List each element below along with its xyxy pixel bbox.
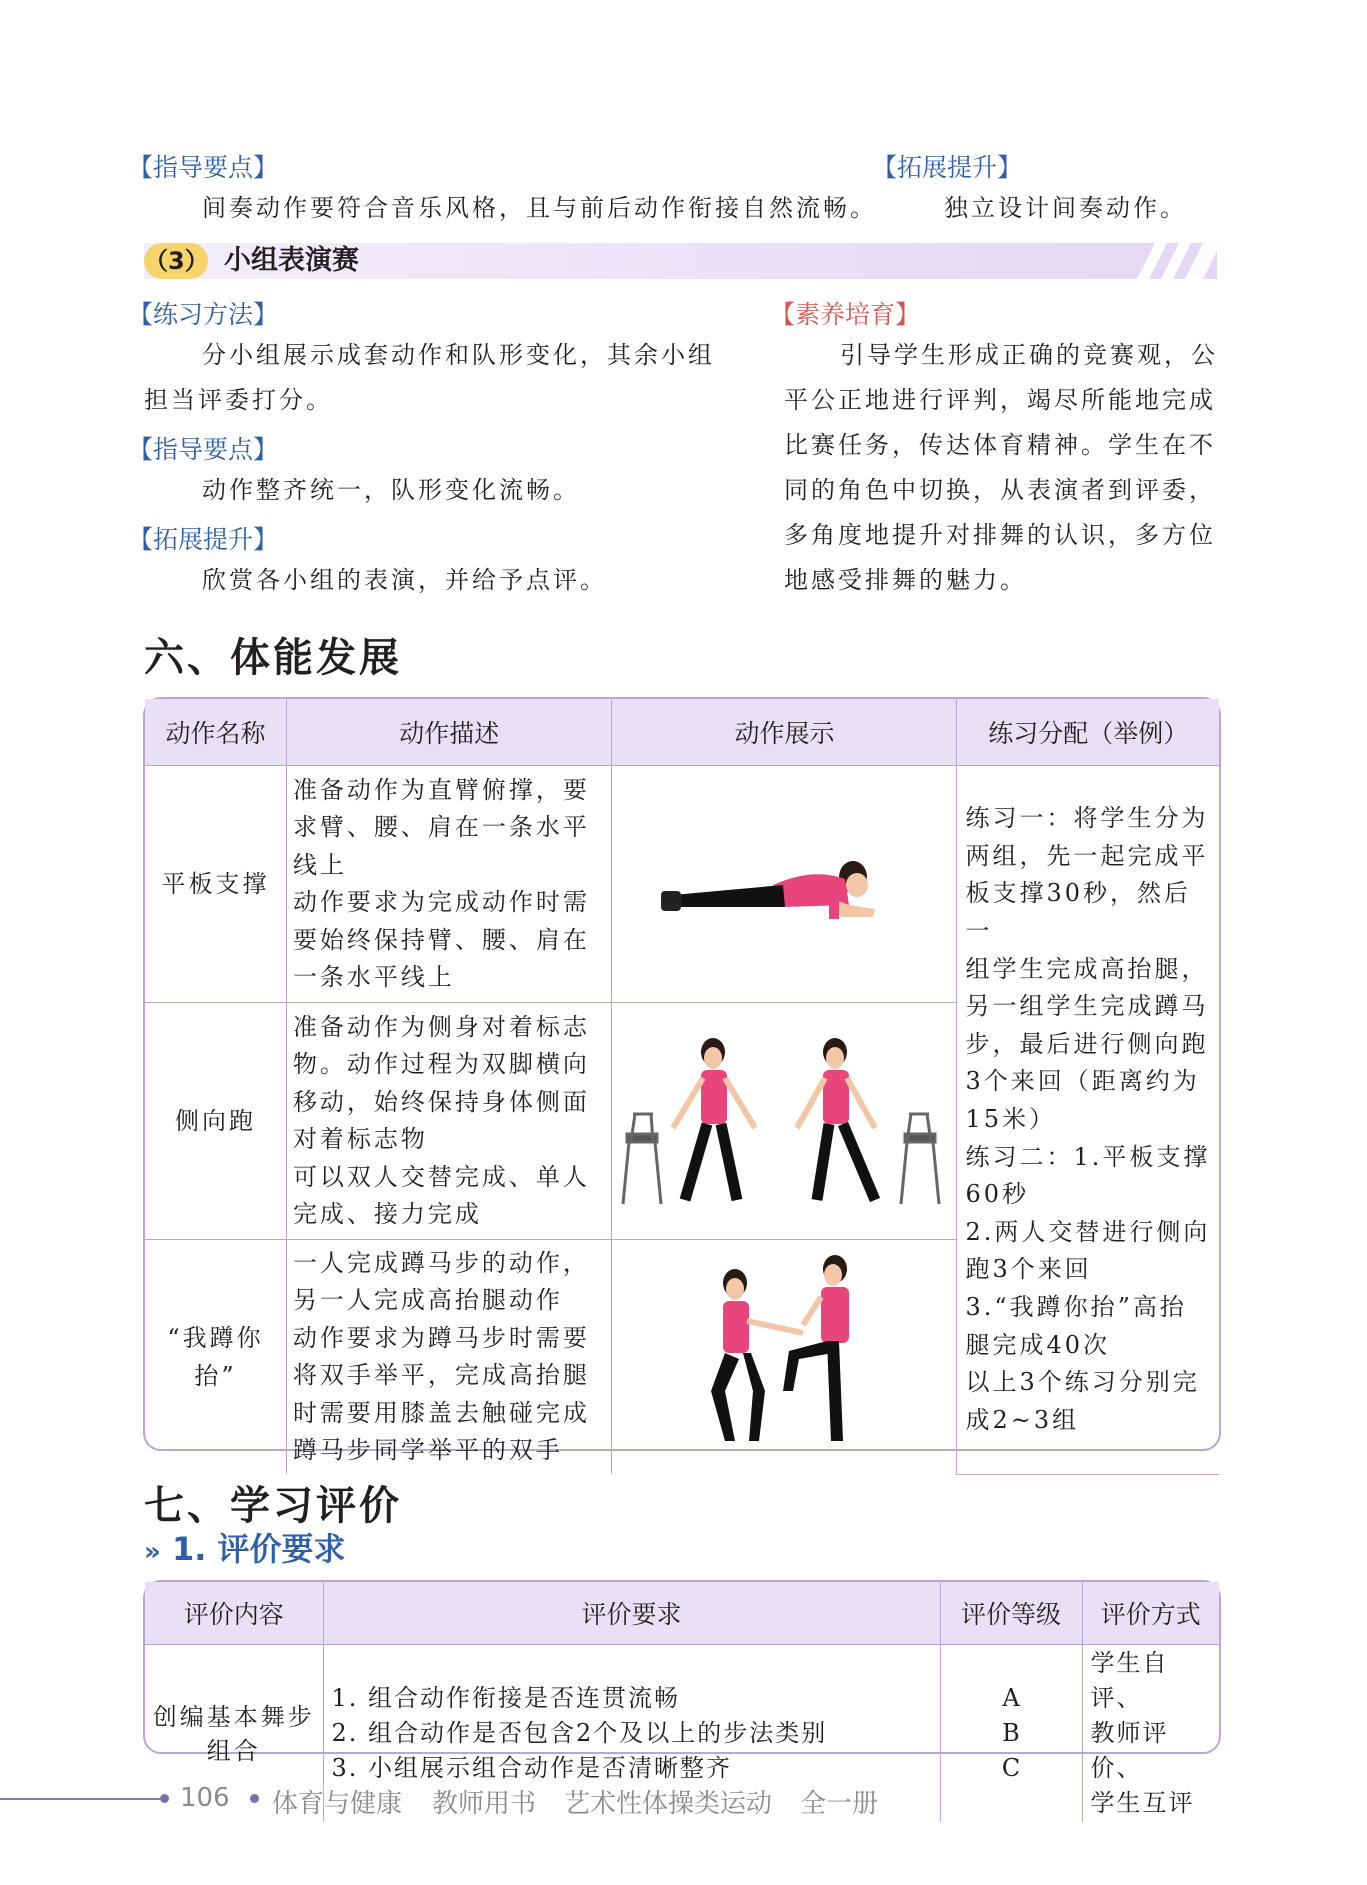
eval-grades: A B C: [940, 1645, 1082, 1823]
subsection-1-label: 1. 评价要求: [171, 1530, 346, 1568]
action-name: 平板支撑: [145, 766, 286, 1003]
literacy-line-4: 同的角色中切换，从表演者到评委，: [784, 476, 1216, 504]
header-plan: 练习分配（举例）: [957, 699, 1219, 766]
header-demo: 动作展示: [612, 699, 957, 766]
page-footer: [0, 1779, 1367, 1819]
extend-label-2: 【拓展提升】: [128, 525, 279, 554]
literacy-label: 【素养培育】: [770, 300, 921, 329]
table-header-row: [145, 1582, 1219, 1645]
extend-text-2: 欣赏各小组的表演，并给予点评。: [202, 566, 607, 594]
subsection-header: [144, 243, 1217, 279]
header-content: 评价内容: [145, 1582, 323, 1645]
section-7-title: 七、学习评价: [144, 1482, 402, 1529]
table-header-row: [145, 699, 1219, 766]
literacy-line-6: 地感受排舞的魅力。: [784, 566, 1027, 594]
footer-topic: 艺术性体操类运动: [564, 1789, 773, 1819]
guide-label-2: 【指导要点】: [128, 435, 279, 464]
side-run-photo: [612, 1003, 957, 1240]
method-label: 【练习方法】: [128, 300, 279, 329]
practice-plan: 练习一：将学生分为 两组，先一起完成平 板支撑30秒，然后一 组学生完成高抬腿， 另一组学生完成蹲马 步，最后进行侧向跑 3个来回（距离约为 15米） 练习二：1.平板支撑 60秒 2.两人交替进行侧向 跑3个来回 3.“我蹲你抬”高抬 腿完成40次 以上3个练习分别完 成2~3组: [957, 766, 1219, 1475]
header-name: 动作名称: [145, 699, 286, 766]
action-name: “我蹲你 抬”: [145, 1240, 286, 1475]
subsection-number: （3）: [144, 243, 208, 279]
literacy-line-1: 引导学生形成正确的竞赛观，公: [840, 341, 1218, 369]
literacy-line-2: 平公正地进行评判，竭尽所能地完成: [784, 386, 1216, 414]
stripes-decoration: [1127, 243, 1217, 279]
eval-content: 创编基本舞步 组合: [145, 1645, 323, 1823]
section-6-title: 六、体能发展: [144, 634, 402, 681]
subsection-1-title: [144, 1524, 346, 1570]
footer-dot: [250, 1794, 259, 1803]
footer-dot: [160, 1794, 169, 1803]
header-grade: 评价等级: [940, 1582, 1082, 1645]
extend-text: 独立设计间奏动作。: [944, 194, 1187, 222]
footer-rule: [0, 1798, 160, 1800]
subsection-title: 小组表演赛: [224, 245, 359, 276]
action-desc: 一人完成蹲马步的动作， 另一人完成高抬腿动作 动作要求为蹲马步时需要 将双手举平，完成高抬腿 时需要用膝盖去触碰完成 蹲马步同学举平的双手: [286, 1240, 612, 1475]
literacy-line-5: 多角度地提升对排舞的认识，多方位: [784, 521, 1216, 549]
guide-text: 间奏动作要符合音乐风格，且与前后动作衔接自然流畅。: [202, 194, 877, 222]
header-desc: 动作描述: [286, 699, 612, 766]
action-name: 侧向跑: [145, 1003, 286, 1240]
chevron-right-icon: »: [144, 1537, 161, 1567]
table-row: [145, 766, 1219, 1003]
fitness-table: [143, 697, 1221, 1464]
footer-book: 教师用书: [432, 1789, 537, 1819]
squat-knee-photo: [612, 1240, 957, 1475]
method-line-1: 分小组展示成套动作和队形变化，其余小组: [202, 341, 715, 369]
header-method: 评价方式: [1082, 1582, 1219, 1645]
action-desc: 准备动作为直臂俯撑，要 求臂、腰、肩在一条水平 线上 动作要求为完成动作时需 要始终保持臂、腰、肩在 一条水平线上: [286, 766, 612, 1003]
plank-photo: [612, 766, 957, 1003]
extend-label: 【拓展提升】: [872, 153, 1023, 182]
guide-text-2: 动作整齐统一，队形变化流畅。: [202, 476, 580, 504]
guide-label: 【指导要点】: [128, 153, 279, 182]
footer-subject: 体育与健康: [272, 1789, 403, 1819]
method-line-2: 担当评委打分。: [144, 386, 333, 414]
eval-requirements: 1. 组合动作衔接是否连贯流畅 2. 组合动作是否包含2个及以上的步法类别 3. 小组展示组合动作是否清晰整齐: [323, 1645, 940, 1823]
action-desc: 准备动作为侧身对着标志 物。动作过程为双脚横向 移动，始终保持身体侧面 对着标志物 可以双人交替完成、单人 完成、接力完成: [286, 1003, 612, 1240]
header-requirements: 评价要求: [323, 1582, 940, 1645]
footer-volume: 全一册: [800, 1789, 879, 1819]
page-number: 106: [180, 1783, 230, 1813]
literacy-line-3: 比赛任务，传达体育精神。学生在不: [784, 431, 1216, 459]
eval-methods: 学生自评、 教师评价、 学生互评: [1082, 1645, 1219, 1823]
